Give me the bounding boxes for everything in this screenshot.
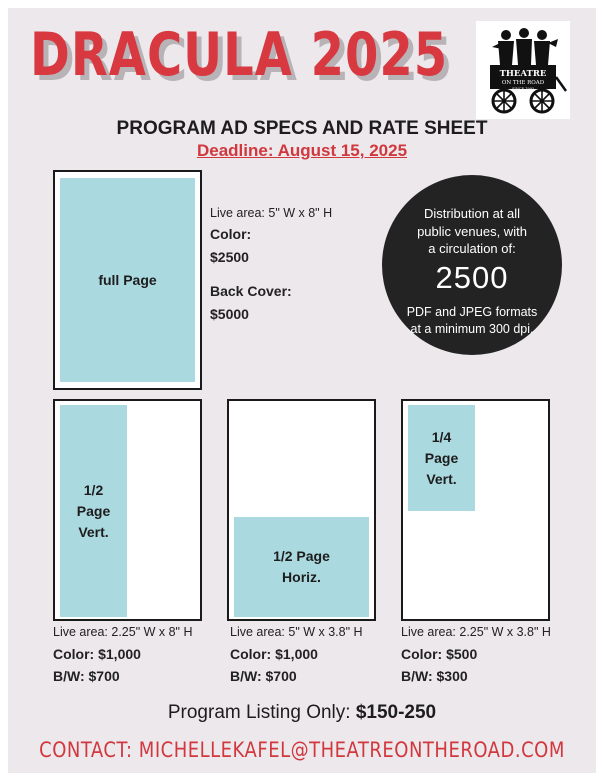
format-line-1: PDF and JPEG formats (406, 305, 538, 319)
full-page-live-area (60, 178, 195, 382)
half-vert-specs (53, 625, 193, 686)
half-horiz-label-1: 1/2 Page (273, 548, 330, 564)
page-title: DRACULA 2025 (30, 20, 449, 90)
half-horiz-label-2: Horiz. (282, 569, 321, 585)
circulation-number: 2500 (435, 260, 509, 295)
title-block (30, 20, 449, 90)
half-vert-label-1: 1/2 (83, 481, 104, 498)
half-horiz-specs (230, 625, 363, 686)
quarter-vert-label-3: Vert. (426, 470, 457, 487)
format-text (382, 304, 562, 338)
contact-email[interactable]: CONTACT: MICHELLEKAFEL@THEATREONTHEROAD.COM (39, 737, 565, 764)
quarter-vert-ad-box (401, 399, 550, 621)
quarter-vert-specs (401, 625, 551, 686)
back-cover-price: $5000 (210, 306, 249, 323)
half-horiz-color: Color: $1,000 (230, 645, 318, 662)
quarter-vert-label-1: 1/4 (431, 428, 452, 445)
half-vert-live-area-text: Live area: 2.25" W x 8" H (53, 625, 193, 639)
half-vert-bw: B/W: $700 (53, 668, 120, 685)
distribution-text (382, 205, 562, 258)
logo-text-1: THEATRE (499, 69, 547, 79)
program-listing-label: Program Listing Only: (167, 702, 351, 723)
logo-text-3: SINCE 1993 (511, 87, 535, 91)
half-vert-label-3: Vert. (78, 523, 109, 540)
theatre-logo (476, 21, 570, 119)
theatre-wagon-icon (476, 21, 570, 119)
full-page-label: full Page (98, 271, 157, 288)
quarter-vert-color: Color: $500 (401, 645, 478, 662)
half-horiz-bw: B/W: $700 (230, 668, 297, 685)
distribution-line-2: public venues, with (417, 223, 527, 239)
half-vert-live-area (60, 405, 127, 617)
full-page-color-price: $2500 (210, 249, 249, 266)
half-horiz-ad-box (227, 399, 376, 621)
full-page-live-area-text: Live area: 5" W x 8" H (210, 206, 333, 220)
distribution-line-3: a circulation of: (428, 241, 516, 257)
distribution-line-1: Distribution at all (423, 206, 521, 221)
quarter-vert-label-2: Page (424, 449, 459, 466)
full-page-specs (210, 206, 332, 324)
quarter-vert-bw: B/W: $300 (401, 668, 468, 685)
half-vert-color: Color: $1,000 (53, 645, 141, 662)
program-listing (0, 702, 604, 724)
full-page-ad-box (53, 170, 202, 390)
format-line-2: at a minimum 300 dpi. (410, 321, 534, 336)
deadline: Deadline: August 15, 2025 (196, 141, 408, 160)
back-cover-label: Back Cover: (210, 282, 292, 299)
program-listing-price: $150-250 (355, 702, 437, 723)
subtitle: PROGRAM AD SPECS AND RATE SHEET (116, 118, 488, 139)
quarter-vert-live-area-text: Live area: 2.25" W x 3.8" H (401, 625, 551, 639)
half-horiz-live-area-text: Live area: 5" W x 3.8" H (230, 625, 363, 639)
half-vert-label-2: Page (76, 502, 111, 519)
full-page-color-label: Color: (210, 225, 252, 242)
logo-text-2: ON THE ROAD (501, 80, 545, 86)
quarter-vert-live-area (408, 405, 475, 511)
distribution-badge (382, 175, 562, 355)
half-vert-ad-box (53, 399, 202, 621)
half-horiz-live-area (234, 517, 369, 617)
